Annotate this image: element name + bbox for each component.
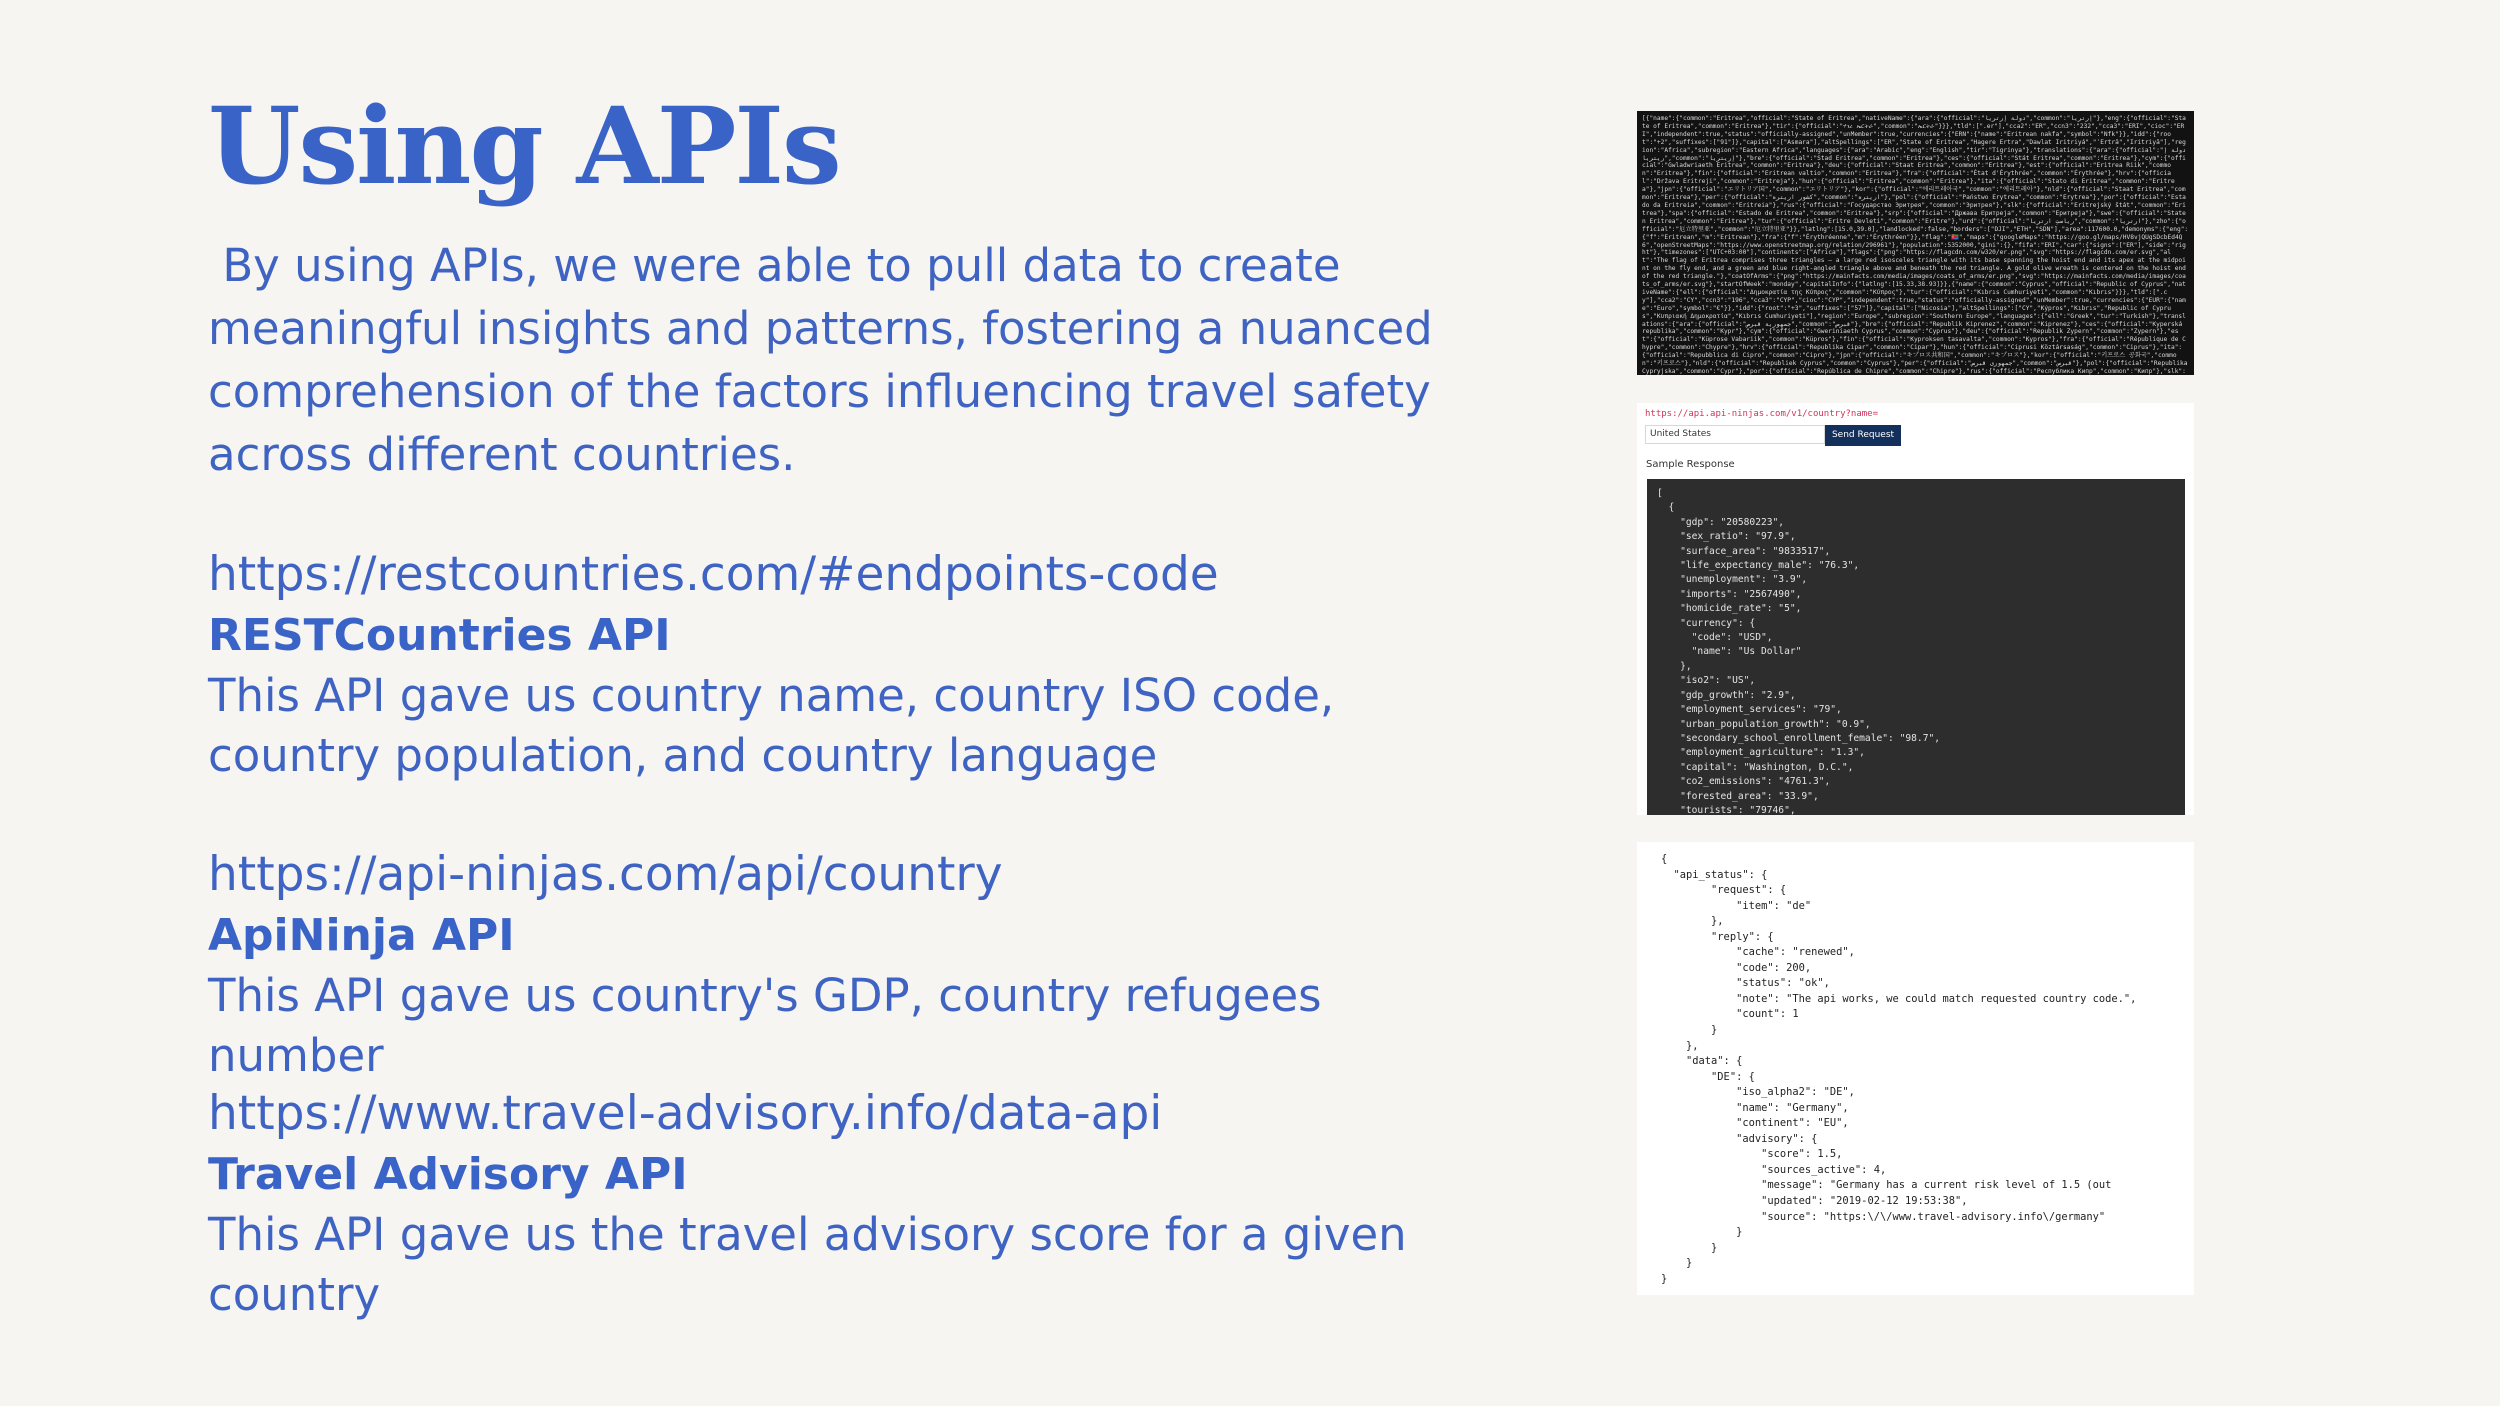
api-entry-apininja <box>208 844 1508 1086</box>
raw-json-text: [{"name":{"common":"Eritrea","official":"State of Eritrea","nativeName":{"ara":{"official":"دولة إرتريا","common":"إرتريا"},"eng":{"official":"State of Eritrea","common":"Eritrea"},"tir":{"official":"ሃገረ ኤርትራ","common":"ኤርትራ"}}},"tld":[".er"],"cca2":"ER","ccn3":"232","cca3":"ERI","cioc":"ERI","independent":true,"status":"officially-assigned","unMember":true,"currencies":{"ERN":{"name":"Eritrean nakfa","symbol":"Nfk"}},"idd":{"root":"+2","suffixes":["91"]},"capital":["Asmara"],"altSpellings":["ER","State of Eritrea","Hagere Ertra","Dawlat Iritriyá","ʾErtrā","Iritriyā"],"region":"Africa","subregion":"Eastern Africa","languages":{"ara":"Arabic","eng":"English","tir":"Tigrinya"},"translations":{"ara":{"official":"دولة إريتريا","common":"إريتريا"},"bre":{"official":"Stad Eritrea","common":"Eritrea"},"ces":{"official":"Stát Eritrea","common":"Eritrea"},"cym":{"official":"Gwladwriaeth Eritrea","common":"Eritrea"},"deu":{"official":"Staat Eritrea","common":"Eritrea"},"est":{"official":"Eritrea Riik","common":"Eritrea"},"fin":{"official":"Eritrean valtio","common":"Eritrea"},"fra":{"official":"État d'Érythrée","common":"Érythrée"},"hrv":{"official":"Država Eritreji","common":"Eritreja"},"hun":{"official":"Eritrea","common":"Eritrea"},"ita":{"official":"Stato di Eritrea","common":"Eritrea"},"jpn":{"official":"エリトリア国","common":"エリトリア"},"kor":{"official":"에리트레아국","common":"에리트레아"},"nld":{"official":"Staat Eritrea","common":"Eritrea"},"per":{"official":"کشور اریتره","common":"اریتره"},"pol":{"official":"Państwo Erytrea","common":"Erytrea"},"por":{"official":"Estado da Eritreia","common":"Eritreia"},"rus":{"official":"Государство Эритрея","common":"Эритрея"},"slk":{"official":"Eritrejský štát","common":"Eritrea"},"spa":{"official":"Estado de Eritrea","common":"Eritrea"},"srp":{"official":"Држава Еритреја","common":"Еритреја"},"swe":{"official":"Staten Eritrea","common":"Eritrea"},"tur":{"official":"Eritre Devleti","common":"Eritre"},"urd":{"official":"ریاستِ ارتریا","common":"ارتریا"},"zho":{"official":"厄立特里亚","common":"厄立特里亚"}},"latlng":[15.0,39.0],"landlocked":false,"borders":["DJI","ETH","SDN"],"area":117600.0,"demonyms":{"eng":{"f":"Eritrean","m":"Eritrean"},"fra":{"f":"Érythréenne","m":"Érythréen"}},"flag":"🇪🇷","maps":{"googleMaps":"https://goo.gl/maps/HV8vjQUgSDcbEd4Q6","openStreetMaps":"https://www.openstreetmap.org/relation/296961"},"population":5352000,"gini":{},"fifa":"ERI","car":{"signs":["ER"],"side":"right"},"timezones":["UTC+03:00"],"continents":["Africa"],"flags":{"png":"https://flagcdn.com/w320/er.png","svg":"https://flagcdn.com/er.svg","alt":"The flag of Eritrea comprises three triangles — a large red isosceles triangle with its base spanning the hoist end and its apex at the midpoint on the fly end, and a green and blue right-angled triangle above and beneath the red triangle. A gold olive wreath is centered on the hoist end of the red triangle."},"coatOfArms":{"png":"https://mainfacts.com/media/images/coats_of_arms/er.png","svg":"https://mainfacts.com/media/images/coats_of_arms/er.svg"},"startOfWeek":"monday","capitalInfo":{"latlng":[15.33,38.93]}},{"name":{"common":"Cyprus","official":"Republic of Cyprus","nativeName":{"ell":{"official":"Δημοκρατία της Κύπρος","common":"Κύπρος"},"tur":{"official":"Kıbrıs Cumhuriyeti","common":"Kıbrıs"}}},"tld":[".cy"],"cca2":"CY","ccn3":"196","cca3":"CYP","cioc":"CYP","independent":true,"status":"officially-assigned","unMember":true,"currencies":{"EUR":{"name":"Euro","symbol":"€"}},"idd":{"root":"+3","suffixes":["57"]},"capital":["Nicosia"],"altSpellings":["CY","Kýpros","Kıbrıs","Republic of Cyprus","Κυπριακή Δημοκρατία","Kıbrıs Cumhuriyeti"],"region":"Europe","subregion":"Southern Europe","languages":{"ell":"Greek","tur":"Turkish"},"translations":{"ara":{"official":"جمهورية قبرص","common":"قبرص"},"bre":{"official":"Republik Kiprenez","common":"Kiprenez"},"ces":{"official":"Kyperská republika","common":"Kypr"},"cym":{"official":"Gweriniaeth Cyprus","common":"Cyprus"},"deu":{"official":"Republik Zypern","common":"Zypern"},"est":{"official":"Küprose Vabariik","common":"Küpros"},"fin":{"official":"Kyproksen tasavalta","common":"Kypros"},"fra":{"official":"République de Chypre","common":"Chypre"},"hrv":{"official":"Republika Cipar","common":"Cipar"},"hun":{"official":"Ciprusi Köztársaság","common":"Ciprus"},"ita":{"official":"Repubblica di Cipro","common":"Cipro"},"jpn":{"official":"キプロス共和国","common":"キプロス"},"kor":{"official":"키프로스 공화국","common":"키프로스"},"nld":{"official":"Republiek Cyprus","common":"Cyprus"},"per":{"official":"جمهوری قبرس","common":"قبرس"},"pol":{"official":"Republika Cypryjska","common":"Cypr"},"por":{"official":"República de Chipre","common":"Chipre"},"rus":{"official":"Республика Кипр","common":"Кипр"},"slk": <box>1642 115 2189 375</box>
api-description: This API gave us country's GDP, country refugees number <box>208 969 1322 1082</box>
endpoint-url: https://api.api-ninjas.com/v1/country?name= <box>1645 409 1878 419</box>
api-url-link[interactable]: https://www.travel-advisory.info/data-api <box>208 1086 1163 1141</box>
api-name-heading: RESTCountries API <box>208 610 671 661</box>
advisory-json-text: { "api_status": { "request": { "item": "de" }, "reply": { "cache": "renewed", "code": 200, "status": "ok", "note": "The api works, we could match requested country code.", "count": 1 } }, "data": { "DE": { "iso_alpha2": "DE", "name": "Germany", "continent": "EU", "advisory": { "score": 1.5, "sources_active": 4, "message": "Germany has a current risk level of 1.5 (out "updated": "2019-02-12 19:53:38", "source": "https:\/\/www.travel-advisory.info\/germany" } } } } <box>1661 853 2137 1285</box>
api-description: This API gave us country name, country ISO code, country population, and country language <box>208 669 1335 782</box>
restcountries-response-screenshot <box>1637 111 2194 375</box>
intro-paragraph: By using APIs, we were able to pull data to create meaningful insights and patterns, fostering a nuanced comprehension of the factors influencing travel safety across different countries. <box>208 239 1448 481</box>
send-request-button[interactable]: Send Request <box>1825 425 1901 446</box>
response-json-text: [ { "gdp": "20580223", "sex_ratio": "97.9", "surface_area": "9833517", "life_expectancy_male": "76.3", "unemployment": "3.9", "imports": "2567490", "homicide_rate": "5", "currency": { "code": "USD", "name": "Us Dollar" }, "iso2": "US", "gdp_growth": "2.9", "employment_services": "79", "urban_population_growth": "0.9", "secondary_school_enrollment_female": "98.7", "employment_agriculture": "1.3", "capital": "Washington, D.C.", "co2_emissions": "4761.3", "forested_area": "33.9", "tourists": "79746", <box>1657 488 1941 815</box>
travel-advisory-response-screenshot <box>1637 842 2194 1295</box>
api-url-link[interactable]: https://restcountries.com/#endpoints-code <box>208 547 1219 602</box>
sample-response-code-block <box>1647 479 2185 815</box>
country-name-input[interactable]: United States <box>1645 425 1825 444</box>
page-title: Using APIs <box>208 83 840 208</box>
api-name-heading: Travel Advisory API <box>208 1149 688 1200</box>
api-entry-restcountries <box>208 544 1508 786</box>
api-url-link[interactable]: https://api-ninjas.com/api/country <box>208 847 1003 902</box>
api-name-heading: ApiNinja API <box>208 910 515 961</box>
api-entry-travel-advisory <box>208 1083 1508 1325</box>
api-description: This API gave us the travel advisory score for a given country <box>208 1208 1407 1321</box>
apininja-request-screenshot <box>1637 403 2194 815</box>
sample-response-label: Sample Response <box>1646 459 1735 470</box>
